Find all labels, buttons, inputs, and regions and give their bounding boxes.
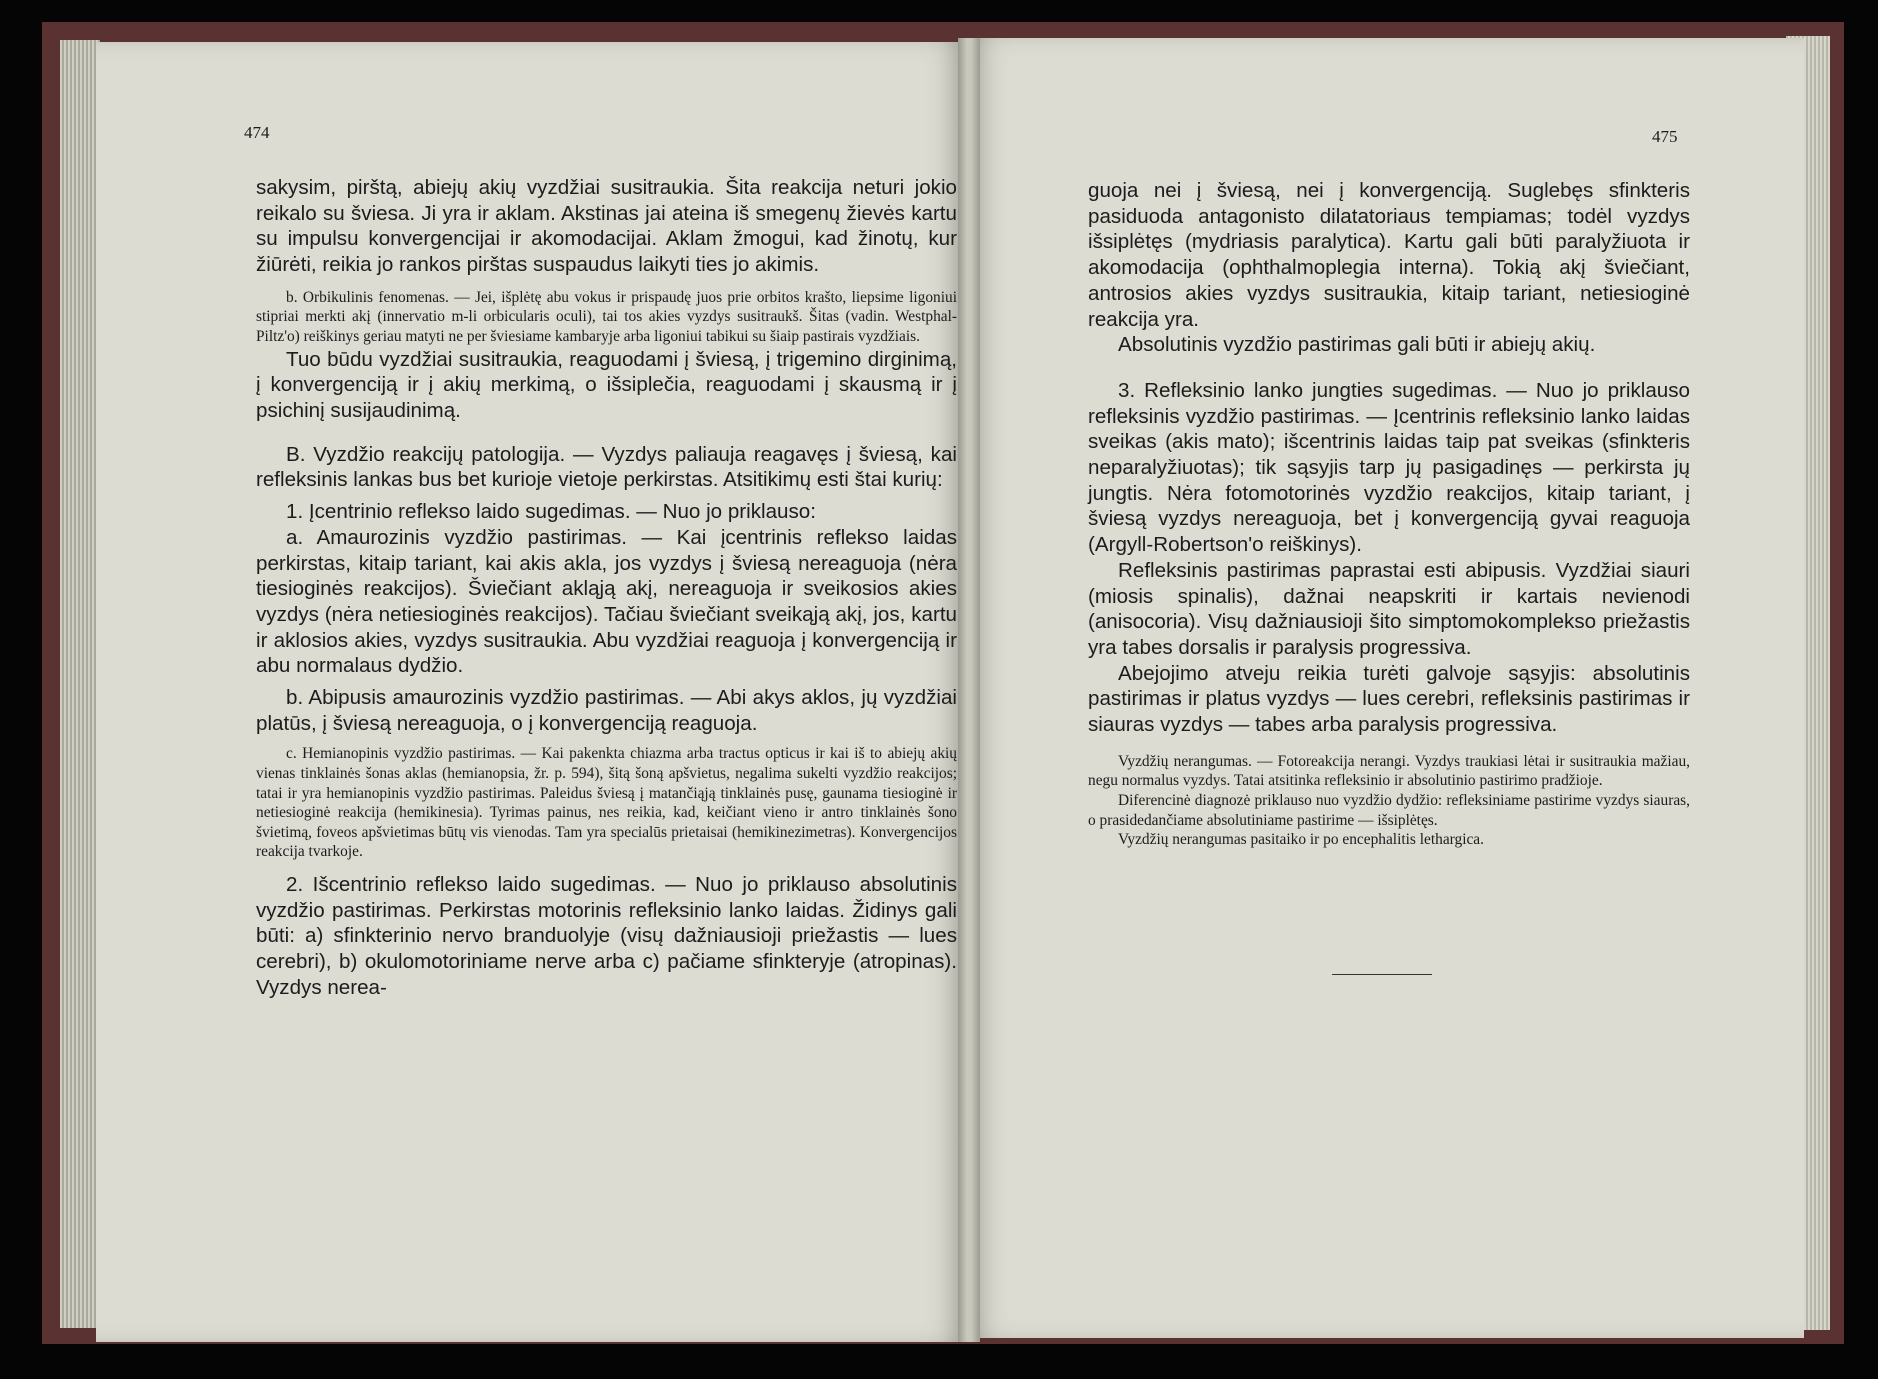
book-gutter bbox=[958, 38, 980, 1342]
paragraph: a. Amaurozinis vyzdžio pastirimas. — Kai įcentrinis reflekso laidas perkirstas, kitaip tariant, kai akis akla, jos vyzdys į šviesą nereaguoja (nėra tiesioginės reakcijos). Šviečiant akląją akį, nereaguoja ir sveikosios akies vyzdys (nėra netiesioginės reakcijos). Tačiau šviečiant sveikąją akį, jos, kartu ir aklosios akies, vyzdys susitraukia. Abu vyzdžiai reaguoja į konvergenciją ir abu normalaus dydžio. bbox=[256, 525, 957, 678]
subsection-heading: 1. Įcentrinio reflekso laido sugedimas. — Nuo jo priklauso: bbox=[286, 500, 816, 524]
left-page bbox=[96, 42, 966, 1342]
subsection-heading-paragraph: 3. Refleksinio lanko jungties sugedimas. — Nuo jo priklauso refleksinis vyzdžio pastirimas. — Įcentrinis refleksinio lanko laidas sveikas (akis mato); išcentrinis laidas taip pat sveikas (sfinkteris neparalyžiuotas); tik sąsyjis tarp jų pasigadinęs — perkirsta jų jungtis. Nėra fotomotorinės vyzdžio reakcijos, kitaip tariant, į šviesą vyzdys nereaguoja, bet į konvergenciją gyvai reaguoja (Argyll-Robertson'o reiškinys). bbox=[1088, 378, 1690, 557]
paragraph: guoja nei į šviesą, nei į konvergenciją. Suglebęs sfinkteris pasiduoda antagonisto dilatatoriaus tempiamas; todėl vyzdys išsiplėtęs (mydriasis paralytica). Kartu gali būti paralyžiuota ir akomodacija (ophthalmoplegia interna). Tokią akį šviečiant, antrosios akies vyzdys susitraukia, kitaip tariant, netiesioginė reakcija yra. bbox=[1088, 179, 1690, 331]
paragraph: Tuo būdu vyzdžiai susitraukia, reaguodami į šviesą, į trigemino dirginimą, į konvergenciją ir į akių merkimą, o išsiplečia, reaguodami į skausmą ir į psichinį susijaudinimą. bbox=[256, 347, 957, 422]
paragraph-small: c. Hemianopinis vyzdžio pastirimas. — Kai pakenkta chiazma arba tractus opticus ir kai iš to abiejų akių vienas tinklainės šonas aklas (hemianopsia, žr. p. 594), šitą šoną apšvietus, negalima sukelti vyzdžio reakcijos; tatai ir yra hemianopinis vyzdžio pastirimas. Paleidus šviesą į matančiąją tinklainės pusę, gaunama tiesioginė ir netiesioginė reakcija (hemikinesia). Tyrimas painus, nes reikia, kad, keičiant vieno ir antro tinklainės šono švietimą, foveos apšvietimas būtų vis vienodas. Tam yra specialūs prietaisai (hemikinezimetras). Konvergencijos reakcija tvarkoje. bbox=[256, 745, 957, 861]
paragraph-small: Diferencinė diagnozė priklauso nuo vyzdžio dydžio: refleksiniame pastirime vyzdys siauras, o prasidedančiame absolutiniame pastirime — išsiplėtęs. bbox=[1088, 791, 1690, 829]
text-column bbox=[1088, 178, 1690, 850]
paragraph: b. Abipusis amaurozinis vyzdžio pastirimas. — Abi akys aklos, jų vyzdžiai platūs, į šviesą nereaguoja, o į konvergenciją reaguoja. bbox=[256, 686, 957, 735]
right-page bbox=[968, 38, 1804, 1338]
section-heading-paragraph: B. Vyzdžio reakcijų patologija. — Vyzdys paliauja reagavęs į šviesą, kai refleksinis lankas bus bet kurioje vietoje perkirstas. Atsitikimų esti štai kurių: bbox=[256, 442, 957, 492]
subsection-heading-paragraph: 2. Išcentrinio reflekso laido sugedimas. — Nuo jo priklauso absolutinis vyzdžio pastirimas. Perkirstas motorinis refleksinio lanko laidas. Židinys gali būti: a) sfinkterinio nervo branduolyje (visų dažniausioji priežastis — lues cerebri), b) okulomotoriniame nerve arba c) pačiame sfinkteryje (atropinas). Vyzdys nerea- bbox=[256, 873, 957, 999]
page-number: 475 bbox=[1652, 127, 1678, 146]
page-edges-left bbox=[60, 40, 100, 1328]
paragraph: Refleksinis pastirimas paprastai esti abipusis. Vyzdžiai siauri (miosis spinalis), dažnai neapskriti ir kartais nevienodi (anisocoria). Visų dažniausioji šito simptomokomplekso priežastis yra tabes dorsalis ir paralysis progressiva. bbox=[1088, 558, 1690, 659]
paragraph-small: Vyzdžių nerangumas pasitaiko ir po encephalitis lethargica. bbox=[1118, 831, 1484, 849]
paragraph-small: b. Orbikulinis fenomenas. — Jei, išplėtę abu vokus ir prispaudę juos prie orbitos krašto, liepsime ligoniui stipriai merkti akį (innervatio m-li orbicularis oculi), tai tos akies vyzdys susitraukš. Šitas (vadin. Westphal-Piltz'o) reiškinys geriau matyti ne per šviesiame kambaryje arba ligoniui tabikui su šiaip pastirais vyzdžiais. bbox=[256, 288, 957, 345]
paragraph-small: Vyzdžių nerangumas. — Fotoreakcija nerangi. Vyzdys traukiasi lėtai ir susitraukia mažiau, negu normalus vyzdys. Tatai atsitinka refleksinio ir absolutinio pastirimo pradžioje. bbox=[1088, 752, 1690, 790]
paragraph: Absolutinis vyzdžio pastirimas gali būti ir abiejų akių. bbox=[1118, 333, 1596, 357]
text-column bbox=[256, 175, 957, 1001]
paragraph: sakysim, pirštą, abiejų akių vyzdžiai susitraukia. Šita reakcija neturi jokio reikalo su šviesa. Ji yra ir aklam. Akstinas jai ateina iš smegenų žievės kartu su impulsu konvergencijai ir akomodacijai. Aklam žmogui, kad žinotų, kur žiūrėti, reikia jo rankos pirštas suspaudus laikyti ties jo akimis. bbox=[256, 176, 957, 277]
paragraph: Abejojimo atveju reikia turėti galvoje sąsyjis: absolutinis pastirimas ir platus vyzdys — lues cerebri, refleksinis pastirimas ir siauras vyzdys — tabes arba paralysis progressiva. bbox=[1088, 661, 1690, 737]
page-number: 474 bbox=[244, 123, 270, 142]
section-end-rule bbox=[1332, 974, 1432, 975]
